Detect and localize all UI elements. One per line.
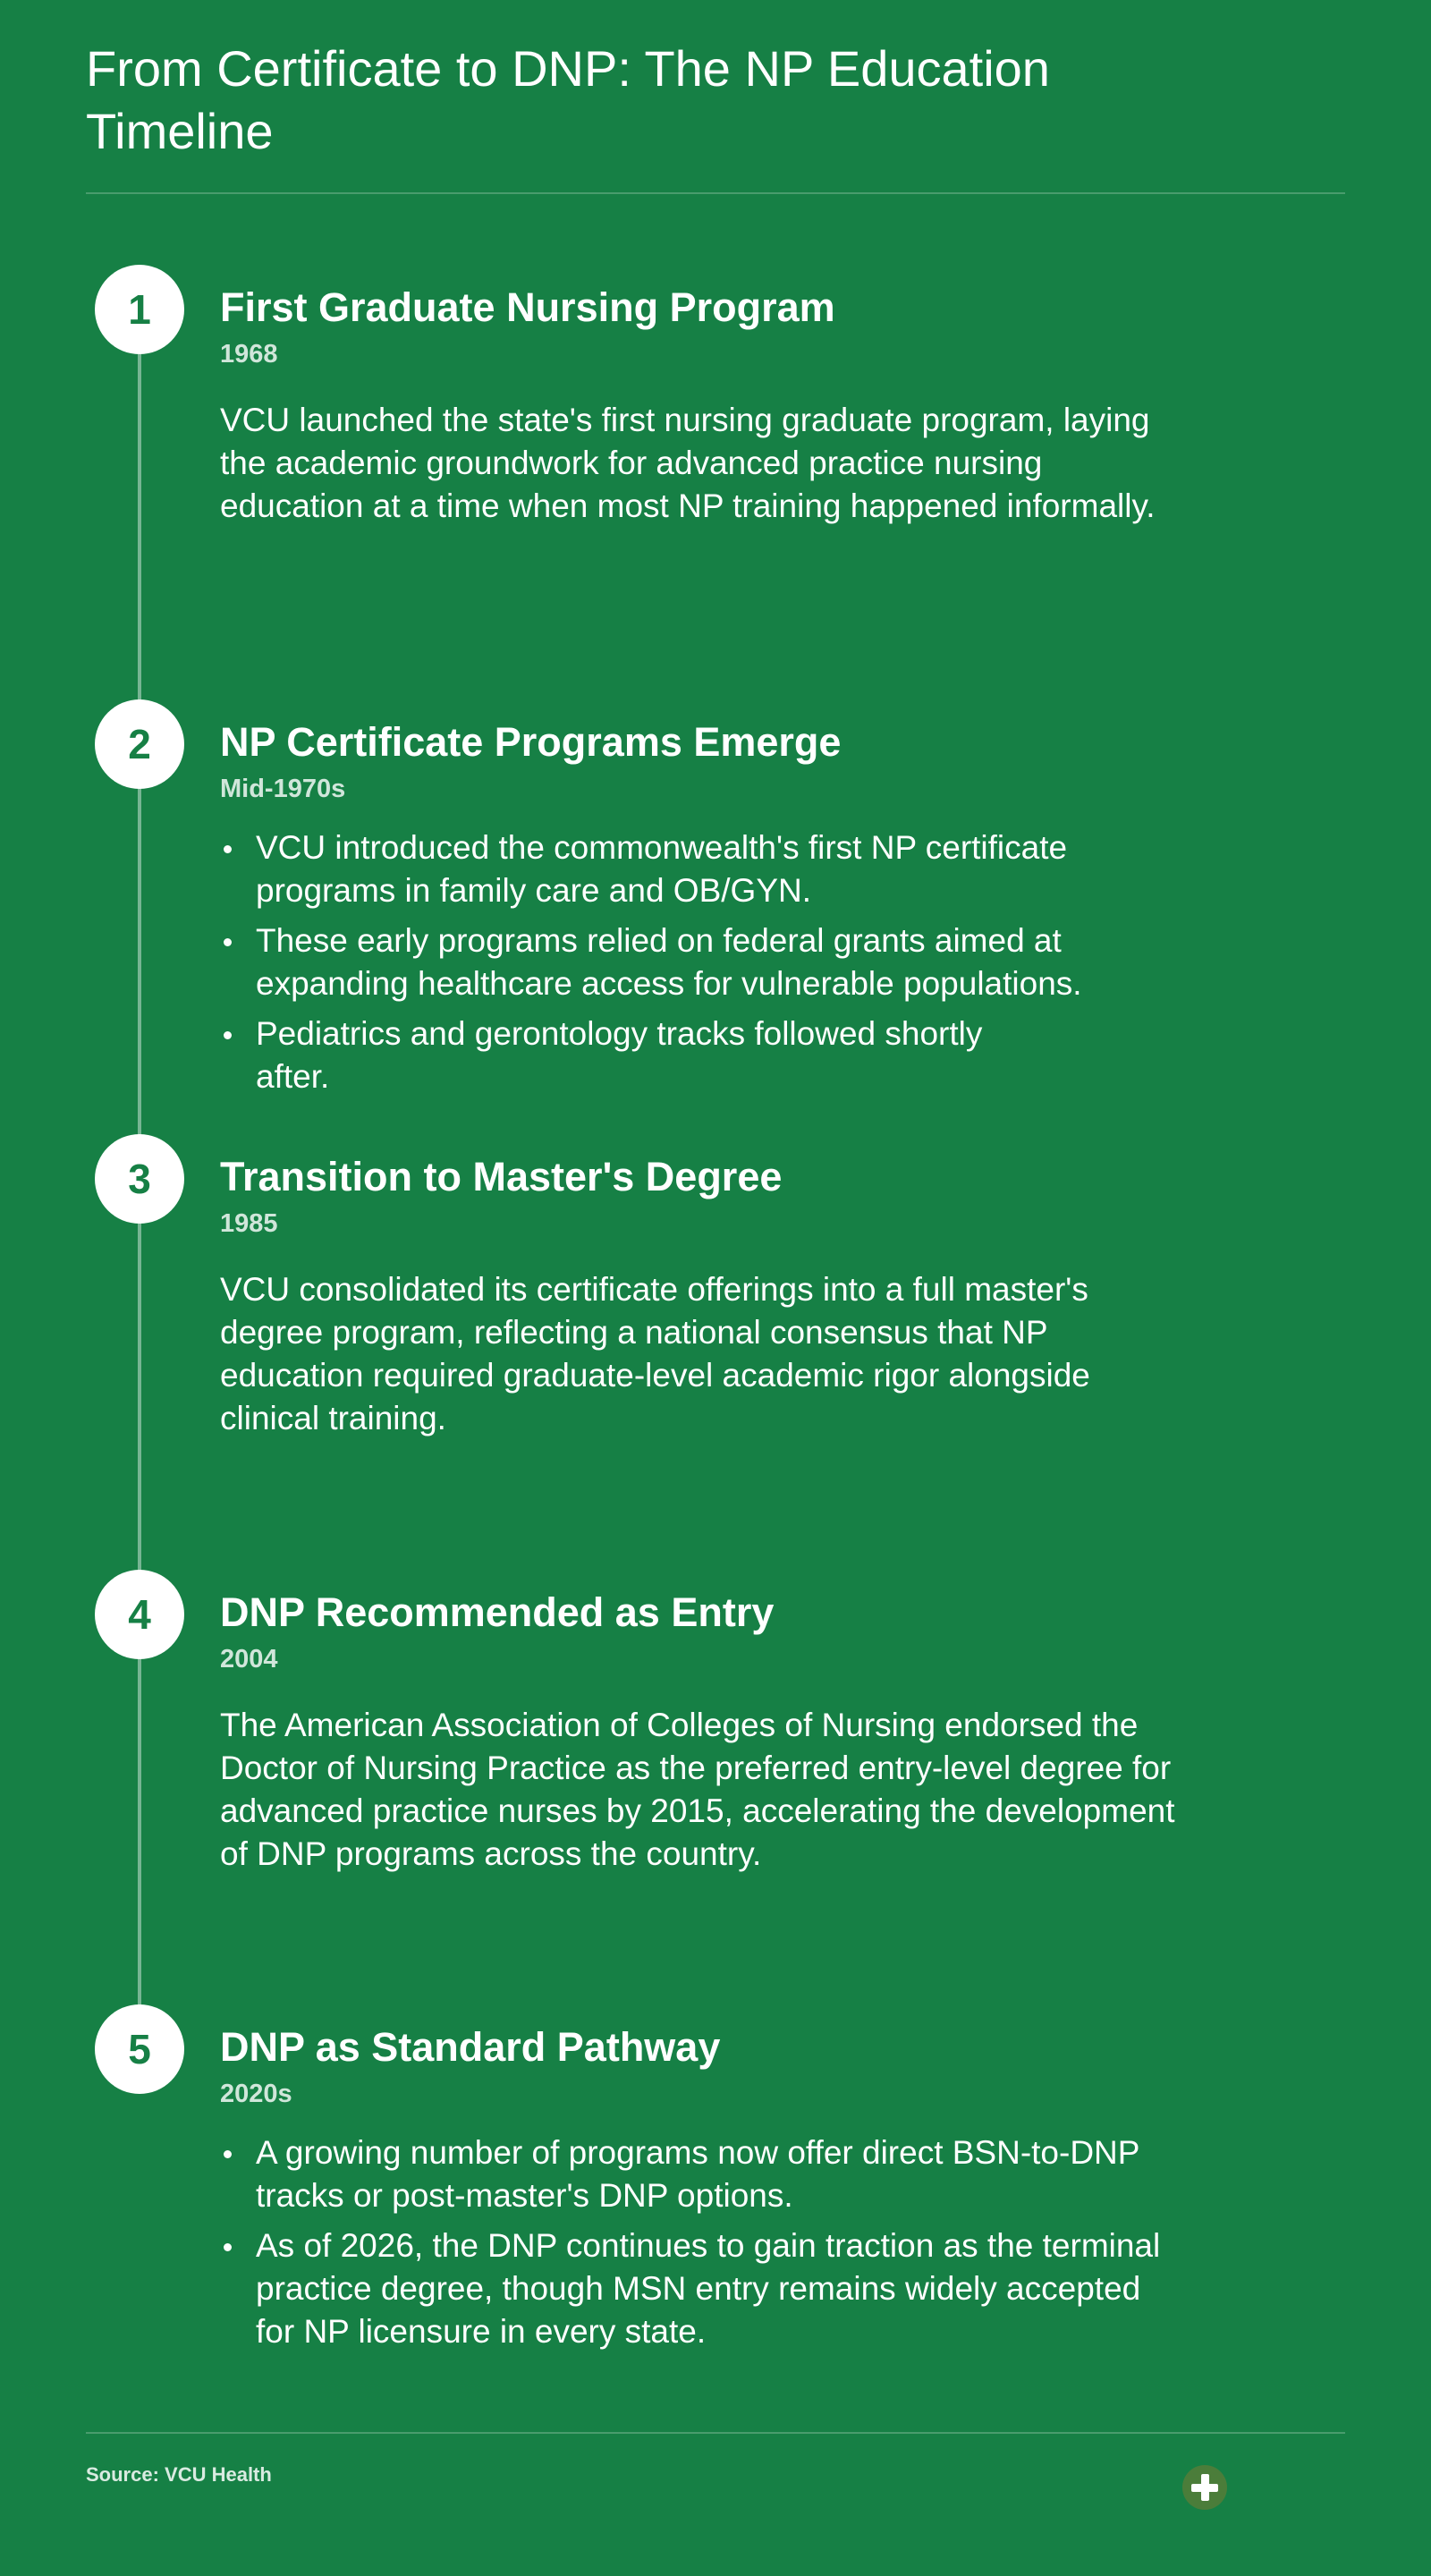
bullet-item: A growing number of programs now offer direct BSN-to-DNP tracks or post-master's DNP options.: [220, 2131, 1177, 2217]
entry-title: NP Certificate Programs Emerge: [220, 719, 842, 765]
entry-title: DNP as Standard Pathway: [220, 2024, 721, 2070]
step-number-badge: 5: [95, 2004, 184, 2094]
entry-bullet-list: [220, 826, 1177, 1106]
step-number-badge: 1: [95, 265, 184, 354]
bullet-item: Pediatrics and gerontology tracks followed shortly after.: [220, 1013, 1016, 1098]
entry-title: Transition to Master's Degree: [220, 1154, 783, 1199]
entry-description: VCU consolidated its certificate offerings into a full master's degree program, reflecting a national consensus that NP education required graduate-level academic rigor alongside clinical training.: [220, 1271, 1090, 1436]
entry-date: 1968: [220, 340, 278, 369]
entry-description: The American Association of Colleges of Nursing endorsed the Doctor of Nursing Practice as the preferred entry-level degree for advanced practice nurses by 2015, accelerating the development of DNP programs across the country.: [220, 1707, 1175, 1872]
step-number-badge: 4: [95, 1570, 184, 1659]
footer-divider: [86, 2432, 1345, 2434]
white-cross-icon: [1182, 2465, 1227, 2510]
bullet-item: These early programs relied on federal grants aimed at expanding healthcare access for vulnerable populations.: [220, 919, 1177, 1005]
entry-title: DNP Recommended as Entry: [220, 1589, 775, 1635]
entry-date: 2020s: [220, 2080, 292, 2108]
bullet-item: VCU introduced the commonwealth's first NP certificate programs in family care and OB/GYN.: [220, 826, 1177, 912]
title-divider: [86, 192, 1345, 194]
entry-bullet-list: [220, 2131, 1177, 2360]
step-number-badge: 2: [95, 699, 184, 789]
entry-date: 1985: [220, 1209, 278, 1238]
bullet-item: As of 2026, the DNP continues to gain traction as the terminal practice degree, though MSN entry remains widely accepted for NP licensure in every state.: [220, 2224, 1177, 2353]
entry-date: Mid-1970s: [220, 775, 346, 803]
entry-description: VCU launched the state's first nursing graduate program, laying the academic groundwork for advanced practice nursing education at a time when most NP training happened informally.: [220, 402, 1156, 524]
step-number-badge: 3: [95, 1134, 184, 1224]
entry-title: First Graduate Nursing Program: [220, 284, 835, 330]
source-note: Source: VCU Health: [86, 2463, 272, 2486]
page-title: From Certificate to DNP: The NP Education Timeline: [86, 40, 1050, 159]
entry-date: 2004: [220, 1645, 278, 1674]
